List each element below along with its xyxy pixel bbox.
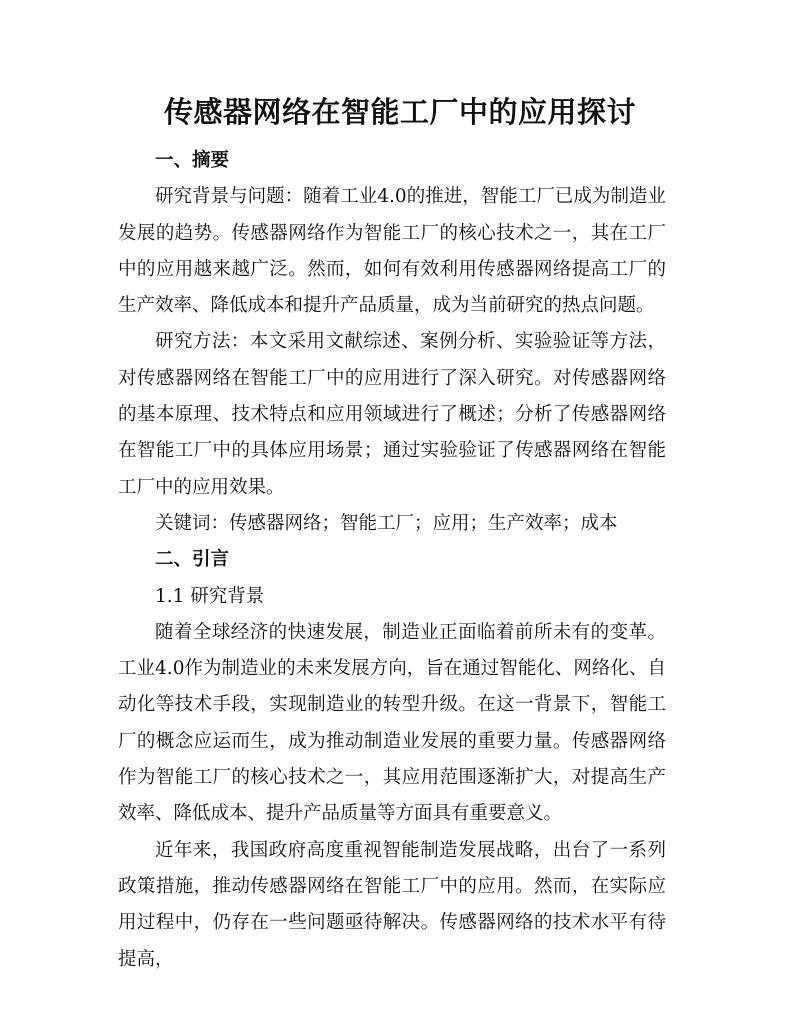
paragraph-abstract-method: 研究方法：本文采用文献综述、案例分析、实验验证等方法，对传感器网络在智能工厂中的应用进行了深入研究。对传感器网络的基本原理、技术特点和应用领域进行了概述；分析了传感器网络在智能工厂中的具体应用场景；通过实验验证了传感器网络在智能工厂中的应用效果。 (118, 331, 666, 498)
paragraph-keywords: 关键词：传感器网络；智能工厂；应用；生产效率；成本 (155, 512, 618, 534)
paragraph-intro-1: 随着全球经济的快速发展，制造业正面临着前所未有的变革。工业4.0作为制造业的未来发展方向，旨在通过智能化、网络化、自动化等技术手段，实现制造业的转型升级。在这一背景下，智能工厂的概念应运而生，成为推动制造业发展的重要力量。传感器网络作为智能工厂的核心技术之一，其应用范围逐渐扩大，对提高生产效率、降低成本、提升产品质量等方面具有重要意义。 (118, 621, 666, 825)
page-title: 传感器网络在智能工厂中的应用探讨 (163, 95, 636, 129)
document-body (118, 143, 666, 978)
paragraph-abstract-background: 研究背景与问题：随着工业4.0的推进，智能工厂已成为制造业发展的趋势。传感器网络作为智能工厂的核心技术之一，其在工厂中的应用越来越广泛。然而，如何有效利用传感器网络提高工厂的生产效率、降低成本和提升产品质量，成为当前研究的热点问题。 (118, 186, 666, 317)
section-heading-abstract: 一、摘要 (155, 150, 230, 171)
paragraph-intro-2: 近年来，我国政府高度重视智能制造发展战略，出台了一系列政策措施，推动传感器网络在智能工厂中的应用。然而，在实际应用过程中，仍存在一些问题亟待解决。传感器网络的技术水平有待提高， (118, 839, 666, 970)
subsection-heading-background: 1.1 研究背景 (155, 585, 265, 607)
section-heading-introduction: 二、引言 (155, 549, 230, 571)
